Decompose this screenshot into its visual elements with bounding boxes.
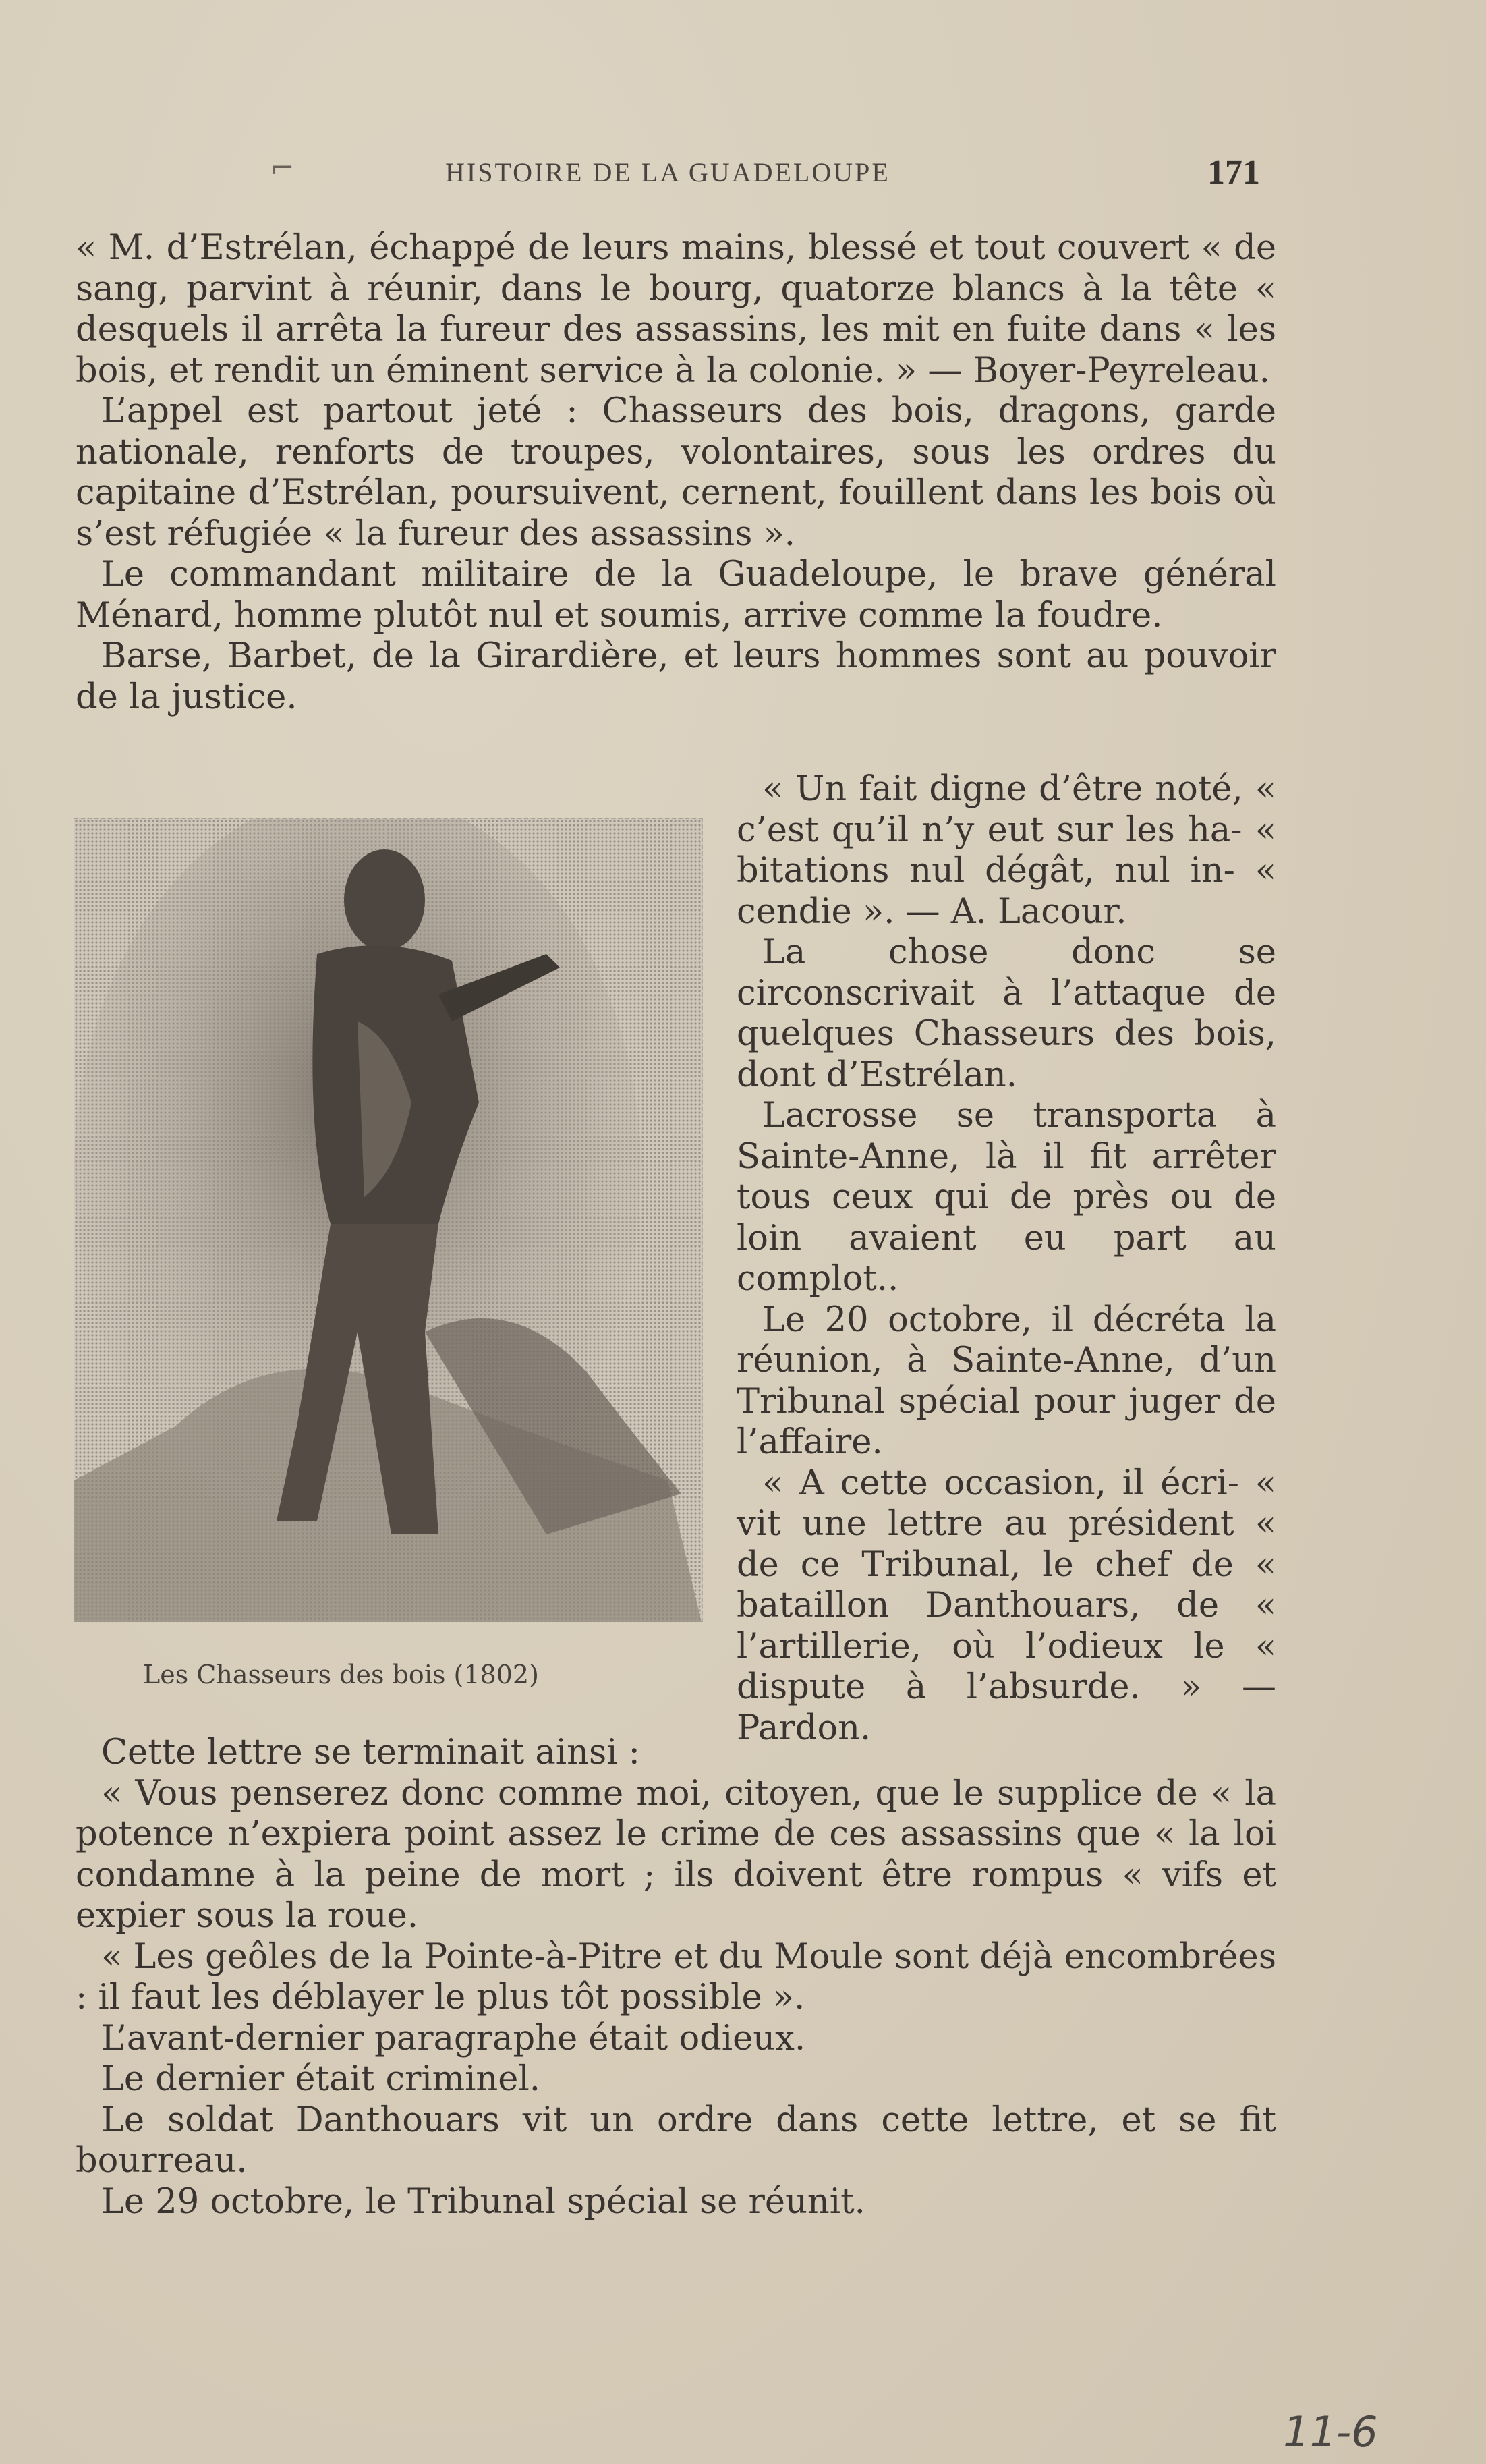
paragraph: Le 20 octobre, il décréta la réunion, à Sainte-Anne, d’un Tribunal spécial pour juger de l’affaire. [737, 1299, 1276, 1462]
handwritten-note: 11-6 [1283, 2407, 1378, 2457]
illustration-chasseurs [74, 818, 703, 1622]
paragraph: « A cette occasion, il écri- « vit une lettre au président « de ce Tribunal, le chef de « bataillon Danthouars, de « l’artillerie, où l’odieux le « dispute à l’absurde. » — Pardon. [737, 1463, 1276, 1748]
running-title: HISTOIRE DE LA GUADELOUPE [445, 157, 890, 188]
bottom-text-block [76, 1733, 1276, 2222]
page-number: 171 [1207, 153, 1260, 192]
paragraph: L’avant-dernier paragraphe était odieux. [101, 2018, 806, 2059]
top-text-block [76, 228, 1276, 718]
paragraph: La chose donc se circonscrivait à l’attaque de quelques Chasseurs des bois, dont d’Estrélan. [737, 932, 1276, 1095]
paragraph: Le 29 octobre, le Tribunal spécial se réunit. [101, 2181, 865, 2222]
right-column-text [737, 769, 1276, 1749]
paragraph: Le commandant militaire de la Guadeloupe, le brave général Ménard, homme plutôt nul et soumis, arrive comme la foudre. [76, 555, 1276, 636]
paragraph: Barse, Barbet, de la Girardière, et leurs hommes sont au pouvoir de la justice. [76, 636, 1276, 717]
paragraph: Cette lettre se terminait ainsi : [101, 1733, 640, 1772]
paragraph: Le dernier était criminel. [101, 2059, 540, 2099]
running-header [0, 151, 1486, 204]
paragraph: « Les geôles de la Pointe-à-Pitre et du Moule sont déjà encombrées : il faut les déblayer le plus tôt possible ». [76, 1936, 1276, 2017]
paragraph: « M. d’Estrélan, échappé de leurs mains, blessé et tout couvert « de sang, parvint à réunir, dans le bourg, quatorze blancs à la tête « desquels il arrêta la fureur des assassins, les mit en fuite dans « les bois, et rendit un éminent service à la colonie. » — Boyer-Peyreleau. [76, 228, 1276, 391]
paragraph: Le soldat Danthouars vit un ordre dans cette lettre, et se fit bourreau. [76, 2100, 1276, 2181]
paragraph: « Un fait digne d’être noté, « c’est qu’il n’y eut sur les ha- « bitations nul dégât, nul in- « cendie ». — A. Lacour. [737, 769, 1276, 932]
figure-caption: Les Chasseurs des bois (1802) [143, 1660, 539, 1689]
corner-mark-icon: ⌐ [270, 151, 295, 186]
paragraph: Lacrosse se transporta à Sainte-Anne, là il fit arrêter tous ceux qui de près ou de loin avaient eu part au complot.. [737, 1096, 1276, 1299]
paragraph: « Vous penserez donc comme moi, citoyen, que le supplice de « la potence n’expiera point assez le crime de ces assassins que « la loi condamne à la peine de mort ; ils doivent être rompus « vifs et expier sous la roue. [76, 1773, 1276, 1936]
illustration-image [74, 819, 702, 1622]
paragraph: L’appel est partout jeté : Chasseurs des bois, dragons, garde nationale, renforts de troupes, volontaires, sous les ordres du capitaine d’Estrélan, poursuivent, cernent, fouillent dans les bois où s’est réfugiée « la fureur des assassins ». [76, 391, 1276, 554]
